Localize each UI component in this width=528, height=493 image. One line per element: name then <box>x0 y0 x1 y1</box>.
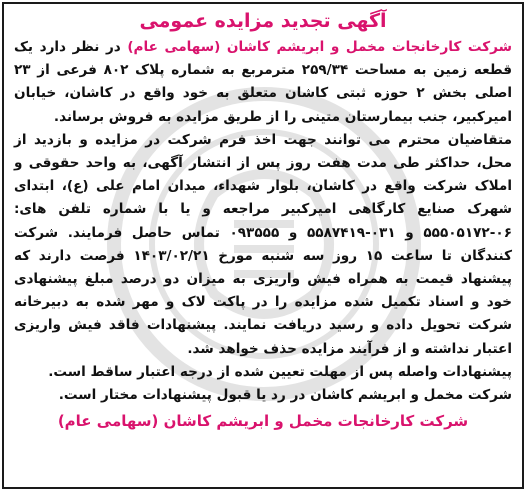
notice-paragraph-4: شرکت مخمل و ابریشم کاشان در رد یا قبول پیشنهادات مختار است. <box>58 387 512 404</box>
notice-paragraph-1 <box>14 36 512 129</box>
notice-paragraph-2: متقاضیان محترم می توانند جهت اخذ فرم شرکت در مزایده و بازدید از محل، حداکثر طی مدت هفت روز پس از انتشار آگهی، به واحد حقوقی و املاک شرکت واقع در کاشان، بلوار شهداء، میدان امام علی (ع)، ابتدای شهرک صنایع کارگاهی امیرکبیر مراجعه و یا با شماره تلفن های: ۰۶-۵۵۵۰۵۱۷۲ و ۰۳۱-۵۵۸۷۴۱۹ و ۰۹۳۵۵۵ تماس حاصل فرمایند. شرکت کنندگان تا ساعت ۱۵ روز سه شنبه مورخ ۱۴۰۳/۰۲/۲۱ فرصت دارند که پیشنهاد قیمت به همراه فیش واریزی به میزان دو درصد مبلغ پیشنهادی خود و اسناد تکمیل شده مزایده را در پاکت لاک و مهر شده به دبیرخانه شرکت تحویل داده و رسید دریافت نمایند. پیشنهادات فاقد فیش واریزی اعتبار نداشته و از فرآیند مزایده حذف خواهد شد. <box>14 131 512 357</box>
notice-frame <box>2 2 524 489</box>
notice-title: آگهی تجدید مزایده عمومی <box>139 10 387 32</box>
notice-signature: شرکت کارخانجات مخمل و ابریشم کاشان (سهامی عام) <box>57 412 469 431</box>
notice-content <box>4 4 522 432</box>
notice-paragraph-3: پیشنهادات واصله پس از مهلت تعیین شده از درجه اعتبار ساقط است. <box>48 363 512 380</box>
paragraph-1-text: در نظر دارد یک قطعه زمین به مساحت ۲۵۹/۳۴ مترمربع به شماره پلاک ۸۰۲ فرعی از ۲۳ اصلی بخش ۲ حوزه ثبتی کاشان متعلق به خود واقع در کاشان، خیابان امیرکبیر، جنب بیمارستان متینی را از طریق مزایده به فروش برساند. <box>14 39 512 125</box>
company-name-inline: شرکت کارخانجات مخمل و ابریشم کاشان (سهامی عام) <box>127 39 513 55</box>
